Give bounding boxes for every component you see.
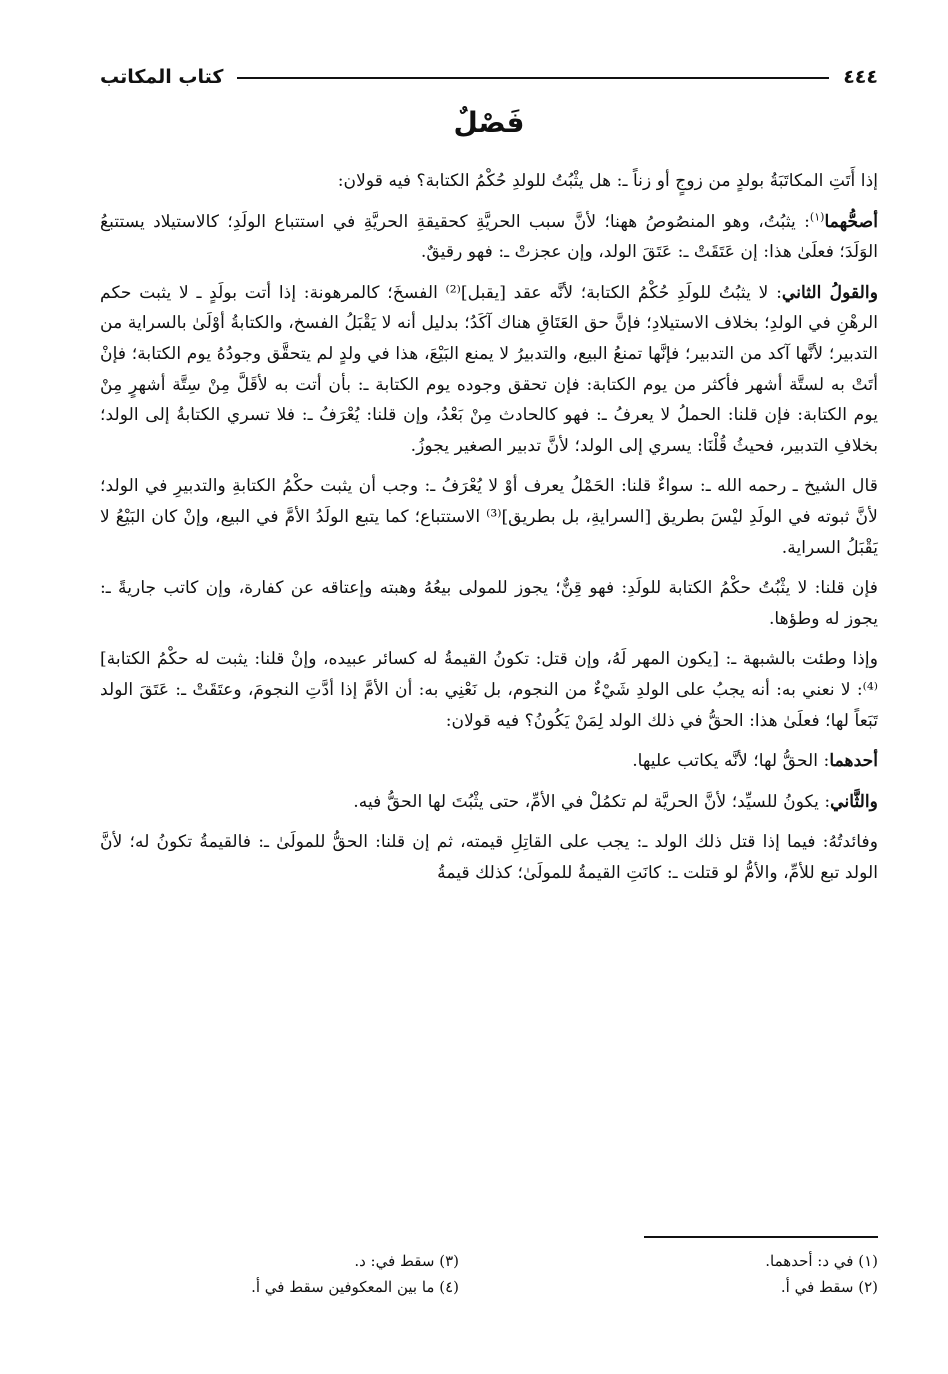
book-title: كتاب المكاتب bbox=[100, 66, 224, 88]
paragraph: إذا أَتَتِ المكاتَبَةُ بولدٍ من زوجٍ أو زناً ـ: هل يثْبُتُ للولدِ حُكْمُ الكتابة؟ فيه قولان: bbox=[337, 171, 878, 191]
footnote-3: (٣) سقط في: د. bbox=[354, 1252, 459, 1270]
paragraph: والقولُ الثاني: لا يثبُتُ للولَدِ حُكْمُ الكتابة؛ لأنَّه عقد [يقبل]⁽²⁾ الفسخَ؛ كالمرهونة: إذا أتت بولَدٍ ـ لا يثبت حكم الرهْنِ في الولدِ؛ بخلاف الاستيلادِ؛ فإنَّ حق العَتَاقِ هناك آكَدُ؛ بدليل أنه لا يَقْبَلُ الفسخ، والكتابةُ أوْلَىٰ بالسراية من التدبير؛ لأنَّها آكد من التدبير؛ فإنَّها تمنعُ البيع، والتدبيرُ لا يمنع البَيْعَ، هذا في ولدٍ لم يتحقَّق وجودُهُ يوم الكتابة؛ فإنْ أتَتْ به لستَّة أشهر فأكثر من يوم الكتابة: فإن تحقق وجوده يوم الكتابة ـ: بأن أتت به لأقَلَّ مِنْ سِتَّة أشهرٍ مِنْ يوم الكتابة: فإن قلنا: الحملُ لا يعرفُ ـ: فهو كالحادث مِنْ بَعْدُ، وإن قلنا: يُعْرَفُ ـ: فلا تسري الكتابةُ إلى الولد؛ بخلافِ التدبير، فحيثُ قُلْنَا: يسري إلى الولد؛ لأنَّ تدبير الصغير يجوزُ. bbox=[100, 282, 878, 456]
paragraph-lead: والثَّاني bbox=[830, 791, 878, 812]
footnote-ref: (١) bbox=[809, 209, 825, 223]
footnote-rule bbox=[644, 1236, 878, 1238]
paragraph-lead: والقولُ الثاني bbox=[781, 282, 878, 303]
header-rule bbox=[237, 77, 829, 79]
paragraph-lead: أصحُّهما bbox=[824, 211, 878, 232]
main-text bbox=[100, 166, 878, 898]
footnote-column-left bbox=[100, 1248, 459, 1300]
page-number: ٤٤٤ bbox=[843, 66, 878, 88]
paragraph: أصحُّهما$^{(١)}$: يثبُتُ، وهو المنصُوصُ ههنا؛ لأنَّ سبب الحريَّةِ كحقيقةِ الحريَّةِ في استتباع الولَدِ؛ كالاستيلاد يستتبعُ الوَلَدَ؛ فعلَىٰ هذا: إن عَتَقَتْ ـ: عَتَقَ الولد، وإن عجزتْ ـ: فهو رقيقٌ. bbox=[100, 209, 878, 263]
book-page bbox=[100, 60, 878, 1320]
paragraph: وفائدتُهُ: فيما إذا قتل ذلك الولد ـ: يجب على القاتِلِ قيمته، ثم إن قلنا: الحقُّ للمولَىٰ ـ: فالقيمةُ تكونُ له؛ لأنَّ الولد تبع للأمِّ، والأمُّ لو قتلت ـ: كانَتِ القيمةُ للمولَىٰ؛ كذلك قيمةُ bbox=[100, 832, 878, 883]
paragraph: فإن قلنا: لا يثْبُتُ حكْمُ الكتابة للولَدِ: فهو قِنٌّ؛ يجوز للمولى بيعُهُ وهبته وإعتاقه عن كفارة، وإن كاتب جاريةً ـ: يجوز له وطؤها. bbox=[100, 578, 878, 629]
footnote-grid bbox=[100, 1248, 878, 1300]
section-title: فَصْلٌ bbox=[453, 106, 525, 139]
footnote-4: (٤) ما بين المعكوفين سقط في أ. bbox=[251, 1278, 459, 1296]
footnote-1: (١) في د: أحدهما. bbox=[765, 1252, 878, 1270]
paragraph: قال الشيخ ـ رحمه الله ـ: سواءٌ قلنا: الحَمْلُ يعرف أوْ لا يُعْرَفُ ـ: وجب أن يثبت حكْمُ الكتابةِ والتدبيرِ في الولد؛ لأنَّ ثبوته في الولَدِ ليْسَ بطريق [السرايةِ، بل بطريق]⁽³⁾ الاستتباع؛ كما يتبع الولَدُ الأمَّ في البيع، وإنْ كان البَيْعُ لا يَقْبَلُ السراية. bbox=[100, 476, 878, 558]
paragraph: أحدهما: الحقُّ لها؛ لأنَّه يكاتب عليها. bbox=[632, 751, 878, 772]
footnote-2: (٢) سقط في أ. bbox=[780, 1278, 878, 1296]
footnotes bbox=[100, 1236, 878, 1300]
footnote-column-right bbox=[519, 1248, 878, 1300]
paragraph: وإذا وطئت بالشبهة ـ: [يكون المهر لَهُ، وإن قتل: تكونُ القيمةُ له كسائر عبيده، وإنْ قلنا: يثبت له حكْمُ الكتابة]⁽⁴⁾: لا نعني به: أنه يجبُ على الولدِ شَيْءٌ من النجوم، بل نَعْنِي به: أن الأمَّ إذا أدَّتِ النجومَ، وعتَقَتْ ـ: عَتَقَ الولد تَبَعاً لها؛ فعلَىٰ هذا: الحقُّ في ذلك الولد لِمَنْ يَكُونُ؟ فيه قولان: bbox=[100, 649, 878, 731]
running-header bbox=[100, 60, 878, 94]
paragraph: والثَّاني: يكونُ للسيِّد؛ لأنَّ الحريَّة لم تكمُلْ في الأمِّ، حتى يثْبُتَ لها الحقُّ فيه. bbox=[353, 791, 878, 812]
paragraph-lead: أحدهما bbox=[829, 751, 878, 772]
